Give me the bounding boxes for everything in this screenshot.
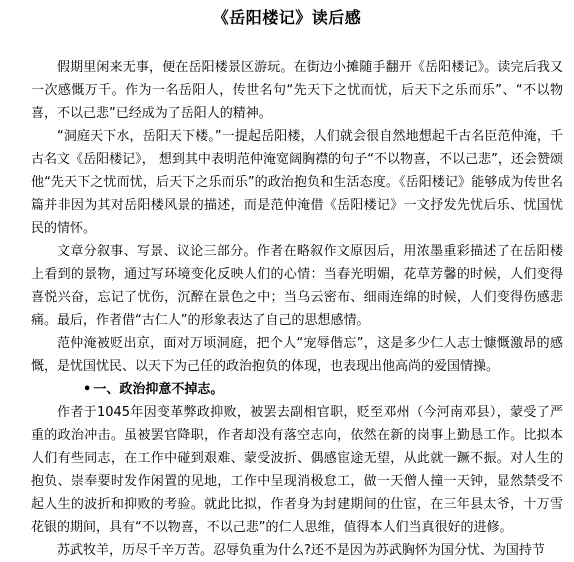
paragraph-3: 文章分叙事、写景、议论三部分。作者在略叙作文原因后，用浓墨重彩描述了在岳阳楼上看到的景物，通过写环境变化反映人们的心情：当春光明媚，花草芳馨的时候，人们变得喜悦兴奋，忘记了忧伤，沉醉在景色之中；当乌云密布、细雨连绵的时候，人们变得伤感悲痛。最后，作者借“古仁人”的形象表达了自己的思想感情。: [31, 244, 563, 328]
bullet-icon: •: [83, 382, 92, 397]
paragraph-4: 范仲淹被贬出京，面对万顷洞庭，把个人“宠辱偕忘”，这是多少仁人志士慷慨激昂的感慨，是忧国忧民、以天下为己任的政治抱负的体现，也表现出他高尚的爱国情操。: [31, 336, 563, 374]
document-body: [31, 56, 563, 562]
paragraph-6: 苏武牧羊，历尽千辛万苦。忍辱负重为什么?还不是因为苏武胸怀为国分忧、为国持节: [57, 543, 545, 558]
section-heading: [31, 378, 563, 401]
document-title: 《岳阳楼记》读后感: [212, 8, 362, 27]
paragraph-5: 作者于1045年因变革弊政抑败，被罢去副相官职，贬至邓州（今河南邓县），蒙受了严重的政治冲击。虽被罢官降职，作者却没有落空志向，依然在新的岗事上勤恳工作。比拟本人们有些同志，在工作中碰到艰难、蒙受波折、偶感宦途无望，从此就一蹶不振。对人生的抱负、崇奉要时发作闲置的见地，工作中呈现消极怠工，做一天僧人撞一天钟，显然禁受不起人生的波折和抑败的考验。就此比拟，作者身为封建期间的仕宦，在三年县太爷，十万雪花银的期间，具有“不以物喜，不以己悲”的仁人思维，值得本人们当真很好的进修。: [31, 405, 563, 535]
paragraph-1: 假期里闲来无事，便在岳阳楼景区游玩。在街边小摊随手翻开《岳阳楼记》。读完后我又一次感慨万千。作为一名岳阳人，传世名句“先天下之忧而忧，后天下之乐而乐”、“不以物喜，不以己悲”已经成为了岳阳人的精神。: [31, 60, 563, 121]
section-heading-label: 一、政治抑意不掉志。: [93, 382, 224, 397]
paragraph-2: “洞庭天下水，岳阳天下楼。”一提起岳阳楼，人们就会很自然地想起千古名臣范仲淹，千古名文《岳阳楼记》， 想到其中表明范仲淹宽阔胸襟的句子“不以物喜，不以己悲”，还会赞颂他“先天下之忧而忧，后天下之乐而乐”的政治抱负和生活态度。《岳阳楼记》能够成为传世名篇并非因为其对岳阳楼风景的描述，而是范仲淹借《岳阳楼记》一文抒发先忧后乐、忧国忧民的情怀。: [31, 129, 563, 236]
